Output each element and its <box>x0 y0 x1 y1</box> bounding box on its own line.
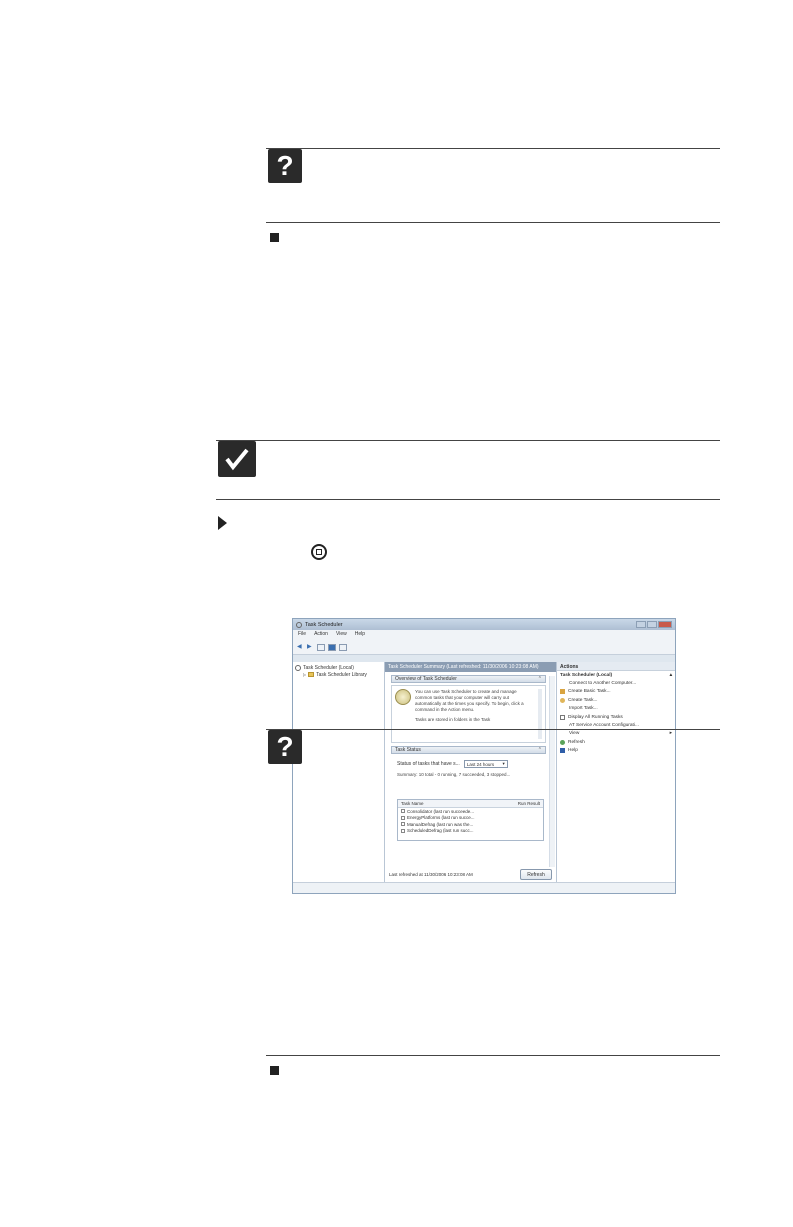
end-of-section-marker <box>270 233 279 242</box>
tree-root[interactable] <box>295 664 382 671</box>
console-tree <box>293 662 385 883</box>
task-list <box>397 799 544 841</box>
title-bar <box>293 619 675 630</box>
overview-text: You can use Task Scheduler to create and manage common tasks that your computer will carry out automatically at the times you specify. To begin, click a command in the Action menu. <box>415 689 524 712</box>
status-summary: Summary: 10 total - 0 running, 7 succeeded, 3 stopped... <box>397 772 511 777</box>
chevron-down-icon: ▾ <box>502 761 505 766</box>
help-icon: ? <box>268 730 302 764</box>
overview-scrollbar[interactable] <box>538 689 542 739</box>
list-item[interactable] <box>398 828 543 835</box>
expand-icon[interactable]: ▷ <box>303 672 307 677</box>
status-period-dropdown[interactable] <box>464 760 508 768</box>
expand-icon[interactable] <box>401 822 405 826</box>
expand-icon[interactable] <box>401 829 405 833</box>
action-label: Connect to Another Computer... <box>569 681 637 687</box>
menu-bar <box>293 630 675 641</box>
actions-group-label: Task Scheduler (Local) <box>560 672 613 678</box>
clock-icon <box>295 665 301 671</box>
tree-root-label: Task Scheduler (Local) <box>303 664 354 671</box>
refresh-button[interactable]: Refresh <box>520 869 552 880</box>
help-note-top-rule <box>266 148 720 149</box>
action-create-basic-task[interactable] <box>557 688 675 696</box>
tree-library[interactable] <box>295 671 382 678</box>
action-help[interactable] <box>557 747 675 755</box>
task-name: ManualDefrag (last run was the... <box>407 821 474 827</box>
submenu-arrow-icon: ▸ <box>669 731 672 737</box>
overview-text-2: Tasks are stored in folders in the Task <box>415 717 491 722</box>
status-bar <box>293 882 675 893</box>
refresh-icon <box>560 740 565 745</box>
task-name: ScheduledDefrag (last run succ... <box>407 828 474 834</box>
expand-icon[interactable] <box>401 809 405 813</box>
menu-action[interactable]: Action <box>314 631 328 637</box>
scheduler-clock-icon <box>395 689 411 705</box>
folder-icon <box>308 672 314 677</box>
actions-group-header[interactable] <box>557 671 675 679</box>
checkmark-icon <box>218 441 256 477</box>
task-status-section-header[interactable] <box>391 746 546 754</box>
action-label: Import Task... <box>569 706 598 712</box>
help-toolbar-icon[interactable] <box>328 644 336 651</box>
task-scheduler-screenshot <box>292 618 676 894</box>
close-button[interactable] <box>658 621 672 628</box>
action-label: Create Basic Task... <box>568 689 611 695</box>
action-import-task[interactable] <box>557 705 675 713</box>
summary-scrollbar[interactable] <box>549 676 555 867</box>
action-label: View <box>569 731 580 737</box>
menu-view[interactable]: View <box>335 631 347 637</box>
important-note-top-rule <box>216 440 720 441</box>
maximize-button[interactable] <box>647 621 657 628</box>
overview-title: Overview of Task Scheduler <box>395 676 457 682</box>
help-note-top-rule <box>266 729 720 730</box>
actions-pane <box>557 662 675 883</box>
task-name: EnergyPlatforms (last run succe... <box>407 815 475 821</box>
action-label: Refresh <box>568 739 585 745</box>
action-label: Create Task... <box>568 697 598 703</box>
collapse-icon[interactable]: ⌃ <box>537 747 542 753</box>
expand-icon[interactable] <box>401 816 405 820</box>
menu-file[interactable]: File <box>298 631 307 637</box>
menu-help[interactable]: Help <box>354 631 366 637</box>
windows-start-icon <box>311 544 327 560</box>
action-display-running[interactable] <box>557 713 675 721</box>
task-name: Consolidator (last run succeede... <box>407 808 475 814</box>
summary-pane <box>385 662 557 883</box>
task-status-title: Task Status <box>395 747 421 753</box>
actions-header: Actions <box>557 662 675 671</box>
running-tasks-icon <box>560 715 565 720</box>
back-icon[interactable]: ◀ <box>297 644 302 650</box>
show-hide-tree-icon[interactable] <box>317 644 325 651</box>
action-create-task[interactable] <box>557 696 675 704</box>
action-label: AT Service Account Configurati... <box>569 723 639 729</box>
dropdown-value: Last 24 hours <box>466 761 495 767</box>
action-label: Help <box>568 748 578 754</box>
help-note-bottom-rule <box>266 222 720 223</box>
overview-section-header[interactable] <box>391 675 546 683</box>
overview-box <box>391 685 546 743</box>
action-refresh[interactable] <box>557 738 675 746</box>
status-label: Status of tasks that have s... <box>397 761 460 767</box>
action-label: Display All Running Tasks <box>568 714 623 720</box>
end-of-section-marker <box>270 1066 279 1075</box>
help-note-bottom-rule <box>266 1055 720 1056</box>
minimize-button[interactable] <box>636 621 646 628</box>
important-note-bottom-rule <box>216 499 720 500</box>
summary-header: Task Scheduler Summary (Last refreshed: 11/30/2006 10:23:08 AM) <box>385 662 556 672</box>
column-task-name[interactable]: Task Name <box>401 801 424 806</box>
action-connect[interactable] <box>557 679 675 687</box>
show-hide-action-pane-icon[interactable] <box>339 644 347 651</box>
task-scheduler-icon <box>296 622 302 628</box>
last-refreshed: Last refreshed at 11/30/2006 10:23:08 AM <box>389 872 473 877</box>
tree-library-label: Task Scheduler Library <box>316 671 367 678</box>
window-title: Task Scheduler <box>305 621 343 628</box>
help-icon <box>560 748 565 753</box>
basic-task-icon <box>560 689 565 694</box>
column-run-result[interactable]: Run Result <box>517 801 540 806</box>
help-icon: ? <box>268 149 302 183</box>
create-task-icon <box>560 698 565 703</box>
toolbar <box>293 641 675 655</box>
forward-icon[interactable]: ▶ <box>307 644 312 650</box>
action-view[interactable] <box>557 730 675 738</box>
collapse-icon[interactable]: ⌃ <box>537 676 542 682</box>
procedure-arrow-icon <box>218 516 227 530</box>
collapse-icon[interactable]: ▴ <box>669 672 672 678</box>
